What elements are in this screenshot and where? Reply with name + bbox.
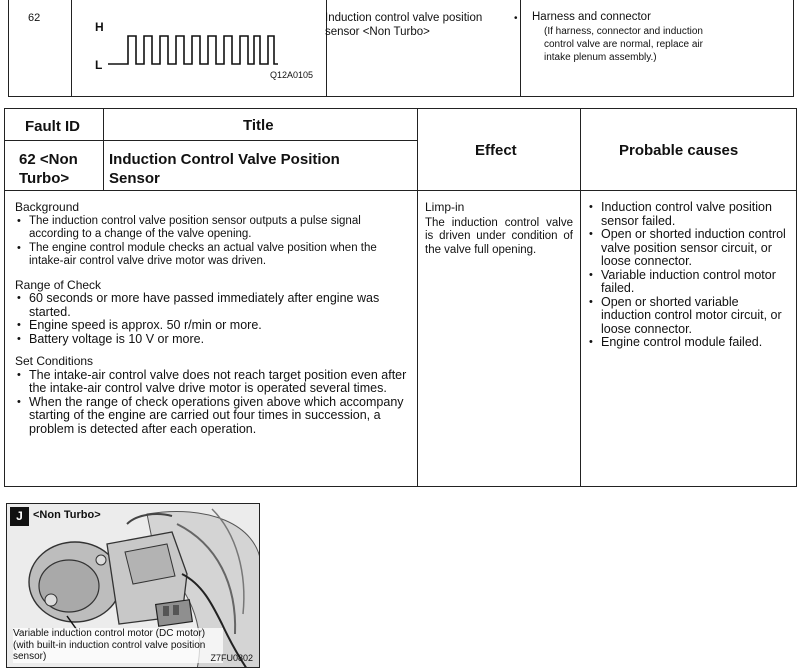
list-item: • Engine speed is approx. 50 r/min or more. <box>15 319 413 333</box>
list-item: • Engine control module failed. <box>587 336 792 350</box>
signal-low-label: L <box>95 58 103 72</box>
set-conditions-list <box>15 369 413 437</box>
signal-high-label: H <box>95 20 104 34</box>
list-item: • The engine control module checks an actual valve position when the intake-air control valve drive motor was driven. <box>15 242 413 269</box>
figure-caption: Variable induction control motor (DC motor) (with built-in induction control valve position sensor) <box>13 628 223 663</box>
effect-column <box>425 201 573 257</box>
probable-causes-list <box>587 201 792 350</box>
header-title: Title <box>243 117 274 134</box>
bullet-icon: • <box>514 13 518 24</box>
probable-causes-column <box>587 201 792 350</box>
fault-id-value: 62 <Non Turbo> <box>19 151 78 187</box>
set-conditions-heading: Set Conditions <box>15 354 94 368</box>
list-item: • Variable induction control motor failed. <box>587 269 792 296</box>
header-effect: Effect <box>475 142 517 159</box>
pulse-waveform-diagram <box>108 30 298 72</box>
header-probable-causes: Probable causes <box>619 142 739 159</box>
effect-heading: Limp-in <box>425 200 465 214</box>
figure-code: Z7FU0802 <box>210 653 253 663</box>
background-list <box>15 215 413 269</box>
diagnostic-table <box>4 108 797 487</box>
figure-badge: J <box>10 507 29 526</box>
component-photo-figure <box>6 503 260 668</box>
figure-label: <Non Turbo> <box>33 509 101 521</box>
list-item: • 60 seconds or more have passed immediately after engine was started. <box>15 292 413 319</box>
list-item: • The intake-air control valve does not reach target position even after the intake-air control valve drive motor is operated several times. <box>15 369 413 396</box>
list-item: • The induction control valve position sensor outputs a pulse signal according to a change of the valve opening. <box>15 215 413 242</box>
list-item: • Battery voltage is 10 V or more. <box>15 333 413 347</box>
signal-diagram-code: Q12A0105 <box>270 70 314 80</box>
list-item: • Induction control valve position sensor failed. <box>587 201 792 228</box>
top-fix-title: Harness and connector <box>532 11 651 23</box>
top-fix-detail: (If harness, connector and induction control valve are normal, replace air intake plenum assembly.) <box>544 26 703 63</box>
list-item: • Open or shorted variable induction control motor circuit, or loose connector. <box>587 296 792 337</box>
top-fault-id: 62 <box>28 12 41 24</box>
header-fault-id: Fault ID <box>25 118 80 135</box>
conditions-column <box>15 201 413 436</box>
range-of-check-heading: Range of Check <box>15 277 102 292</box>
list-item: • When the range of check operations given above which accompany starting of the engine are carried out four times in succession, a problem is detected after each operation. <box>15 396 413 437</box>
background-heading: Background <box>15 200 80 214</box>
list-item: • Open or shorted induction control valve position sensor circuit, or loose connector. <box>587 228 792 269</box>
top-cause-text: Induction control valve position sensor <Non Turbo> <box>325 12 483 38</box>
range-of-check-list <box>15 292 413 346</box>
title-value: Induction Control Valve Position Sensor <box>109 151 340 187</box>
effect-description: The induction control valve is driven under condition of the valve full opening. <box>425 216 573 256</box>
